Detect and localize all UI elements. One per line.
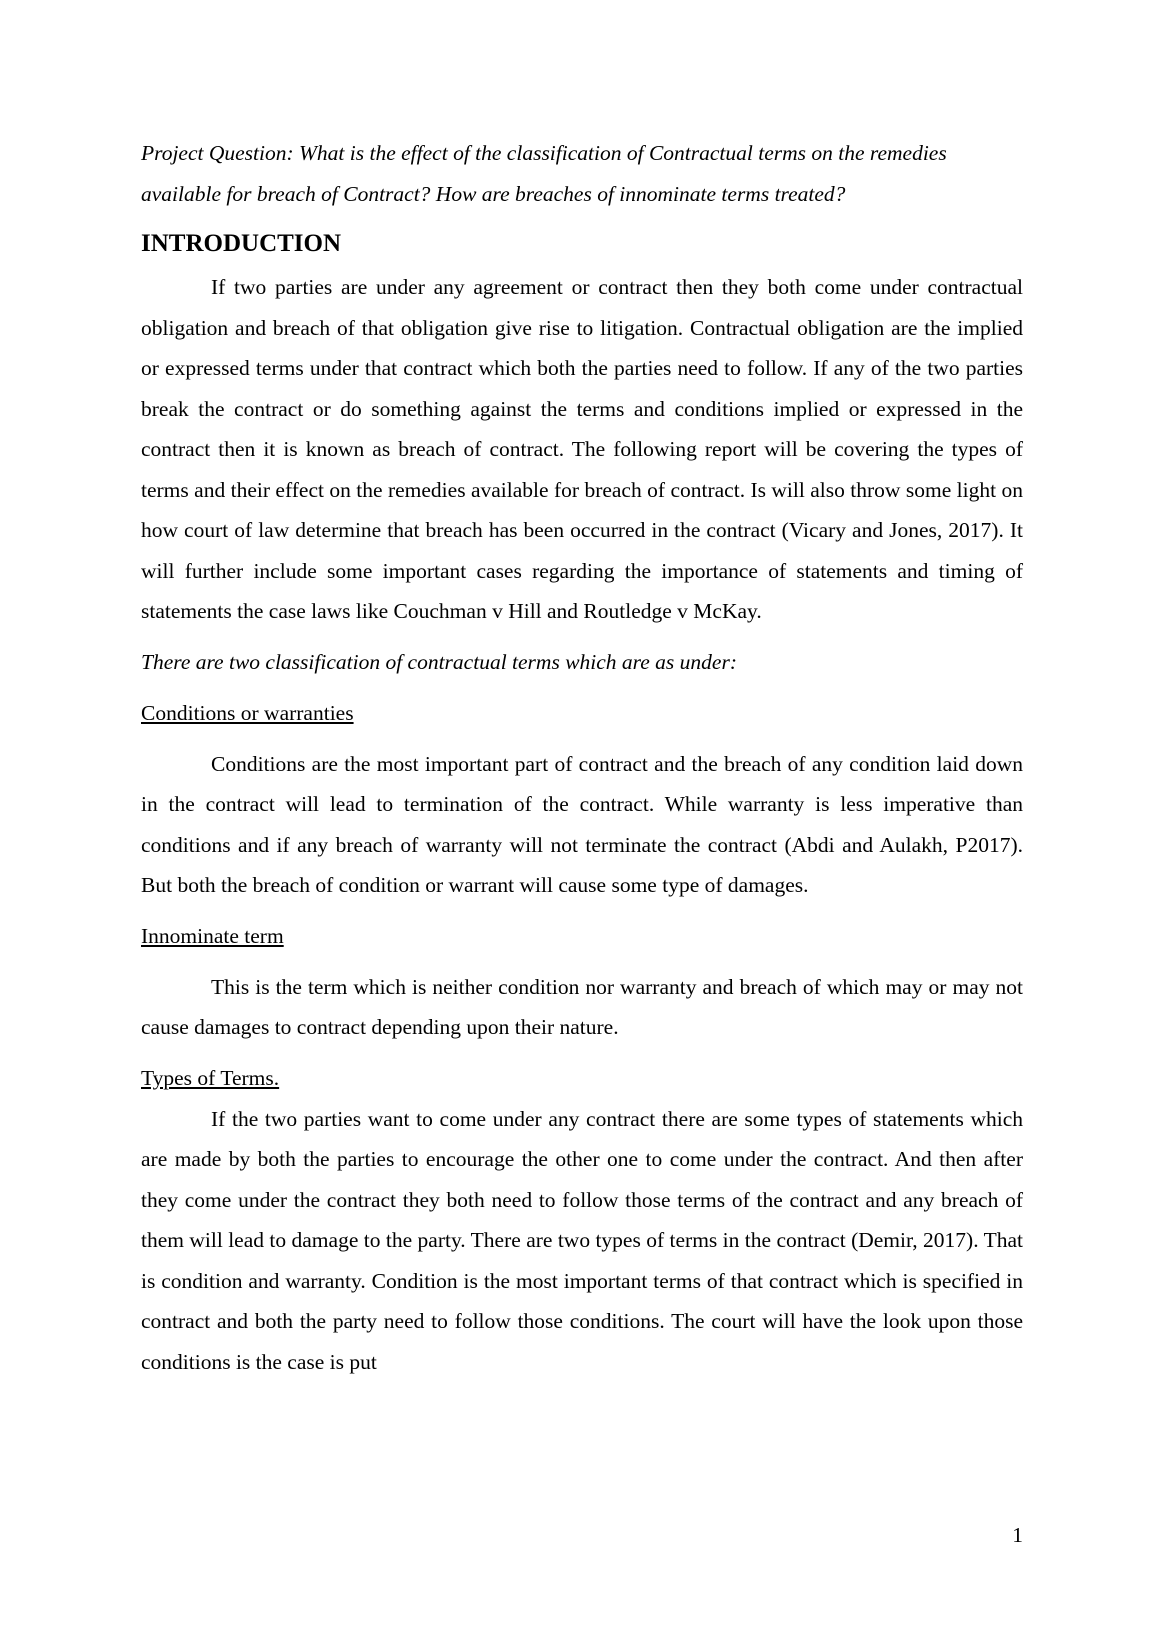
project-question: Project Question: What is the effect of the classification of Contractual terms on the remedies available for breach of Contract? How are breaches of innominate terms treated? [141, 141, 947, 206]
page-content [141, 133, 1023, 1382]
conditions-paragraph: Conditions are the most important part of contract and the breach of any condition laid down in the contract will lead to termination of the contract. While warranty is less imperative than conditions and if any breach of warranty will not terminate the contract (Abdi and Aulakh, P2017). But both the breach of condition or warrant will cause some type of damages. [141, 751, 1023, 897]
subheading-types-of-terms: Types of Terms. [141, 1065, 280, 1090]
page-number: 1 [1012, 1523, 1023, 1547]
innominate-paragraph: This is the term which is neither condition nor warranty and breach of which may or may not cause damages to contract depending upon their nature. [141, 974, 1023, 1039]
types-of-terms-paragraph: If the two parties want to come under any contract there are some types of statements which are made by both the parties to encourage the other one to come under the contract. And then after they come under the contract they both need to follow those terms of the contract and any breach of them will lead to damage to the party. There are two types of terms in the contract (Demir, 2017). That is condition and warranty. Condition is the most important terms of that contract which is specified in contract and both the party need to follow those conditions. The court will have the look upon those conditions is the case is put [141, 1106, 1023, 1374]
section-heading-introduction: INTRODUCTION [141, 230, 342, 257]
classification-lead: There are two classification of contractual terms which are as under: [141, 649, 737, 674]
subheading-innominate-term: Innominate term [141, 923, 284, 948]
subheading-conditions-warranties: Conditions or warranties [141, 700, 354, 725]
intro-paragraph: If two parties are under any agreement or contract then they both come under contractual obligation and breach of that obligation give rise to litigation. Contractual obligation are the implied or expressed terms under that contract which both the parties need to follow. If any of the two parties break the contract or do something against the terms and conditions implied or expressed in the contract then it is known as breach of contract. The following report will be covering the types of terms and their effect on the remedies available for breach of contract. Is will also throw some light on how court of law determine that breach has been occurred in the contract (Vicary and Jones, 2017). It will further include some important cases regarding the importance of statements and timing of statements the case laws like Couchman v Hill and Routledge v McKay. [141, 275, 1023, 623]
